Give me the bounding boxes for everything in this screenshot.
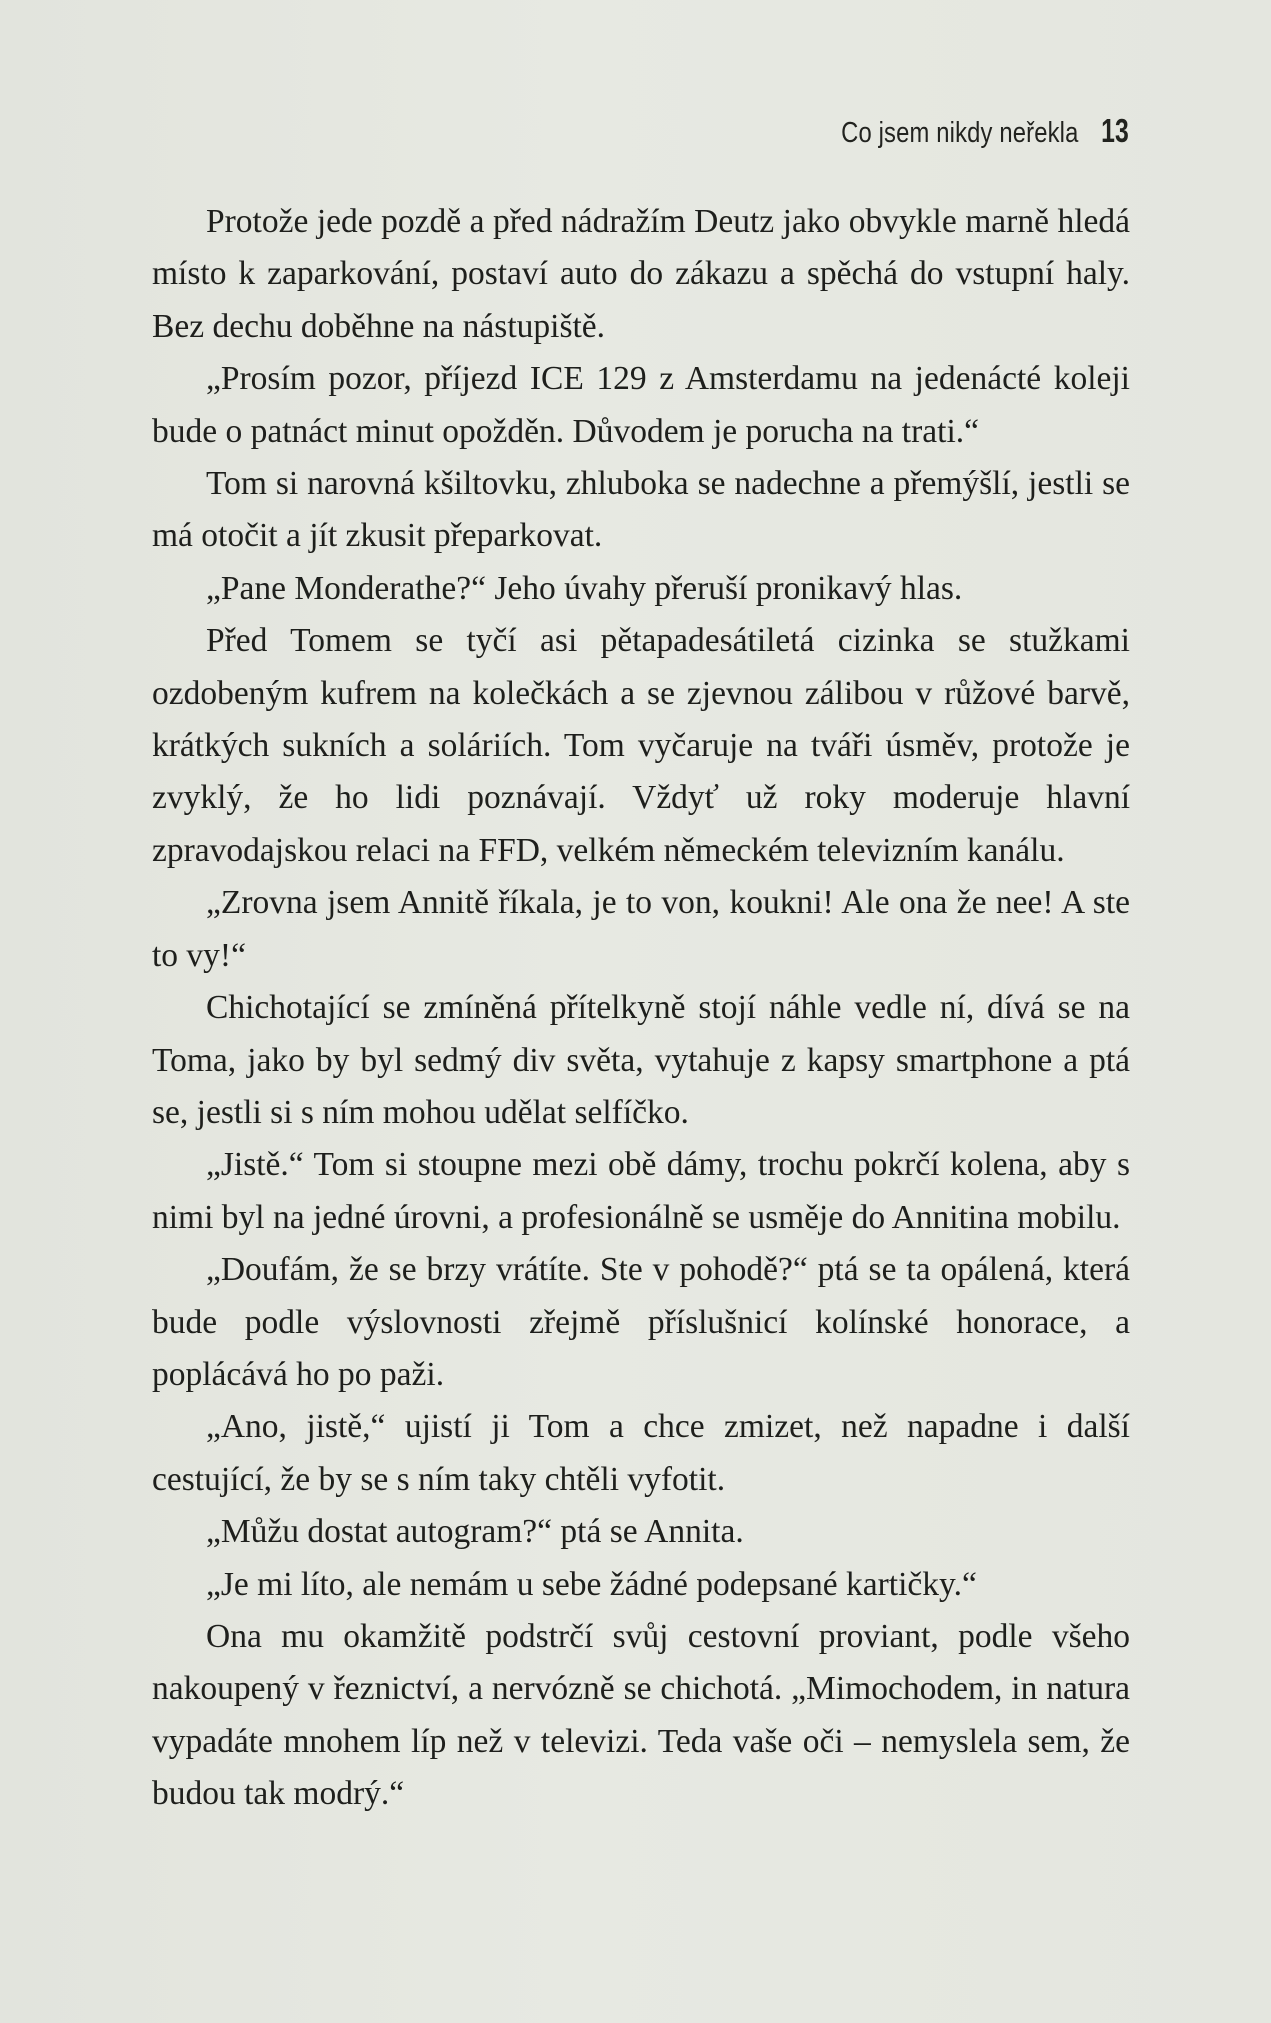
paragraph: „Prosím pozor, příjezd ICE 129 z Amsterdamu na jedenácté koleji bude o patnáct minut opožděn. Důvodem je porucha na trati.“	[152, 360, 1130, 450]
paragraph: Před Tomem se tyčí asi pětapadesátiletá cizinka se stužkami ozdobeným kufrem na kolečkách a se zjevnou zálibou v růžové barvě, krátkých sukních a soláriích. Tom vyčaruje na tváři úsměv, protože je zvyklý, že ho lidi poznávají. Vždyť už roky moderuje hlavní zpravodajskou relaci na FFD, velkém německém televizním kanálu.	[152, 622, 1130, 869]
paragraph: „Je mi líto, ale nemám u sebe žádné podepsané kartičky.“	[206, 1565, 977, 1603]
paragraph: „Jistě.“ Tom si stoupne mezi obě dámy, trochu pokrčí kolena, aby s nimi byl na jedné úrovni, a profesionálně se usměje do Annitina mobilu.	[152, 1146, 1130, 1236]
running-head	[789, 112, 1129, 150]
paragraph: Tom si narovná kšiltovku, zhluboka se nadechne a přemýšlí, jestli se má otočit a jít zkusit přeparkovat.	[152, 465, 1130, 555]
paragraph: Chichotající se zmíněná přítelkyně stojí náhle vedle ní, dívá se na Toma, jako by byl sedmý div světa, vytahuje z kapsy smartphone a ptá se, jestli si s ním mohou udělat selfíčko.	[152, 989, 1130, 1131]
paragraph: „Doufám, že se brzy vrátíte. Ste v pohodě?“ ptá se ta opálená, která bude podle výslovnosti zřejmě příslušnicí kolínské honorace, a poplácává ho po paži.	[152, 1251, 1130, 1393]
body-text	[152, 196, 1130, 1821]
paragraph: Protože jede pozdě a před nádražím Deutz jako obvykle marně hledá místo k zaparkování, postaví auto do zákazu a spěchá do vstupní haly. Bez dechu doběhne na nástupiště.	[152, 203, 1130, 345]
paragraph: „Zrovna jsem Annitě říkala, je to von, koukni! Ale ona že nee! A ste to vy!“	[152, 884, 1130, 974]
page-number: 13	[1101, 112, 1129, 149]
paragraph: Ona mu okamžitě podstrčí svůj cestovní proviant, podle všeho nakoupený v řeznictví, a nervózně se chichotá. „Mimochodem, in natura vypadáte mnohem líp než v televizi. Teda vaše oči – nemyslela sem, že budou tak modrý.“	[152, 1617, 1130, 1813]
paragraph: „Můžu dostat autogram?“ ptá se Annita.	[206, 1513, 744, 1551]
running-title: Co jsem nikdy neřekla	[840, 117, 1079, 149]
paragraph: „Ano, jistě,“ ujistí ji Tom a chce zmizet, než napadne i další cestující, že by se s ním taky chtěli vyfotit.	[152, 1408, 1130, 1498]
paragraph: „Pane Monderathe?“ Jeho úvahy přeruší pronikavý hlas.	[206, 569, 963, 607]
